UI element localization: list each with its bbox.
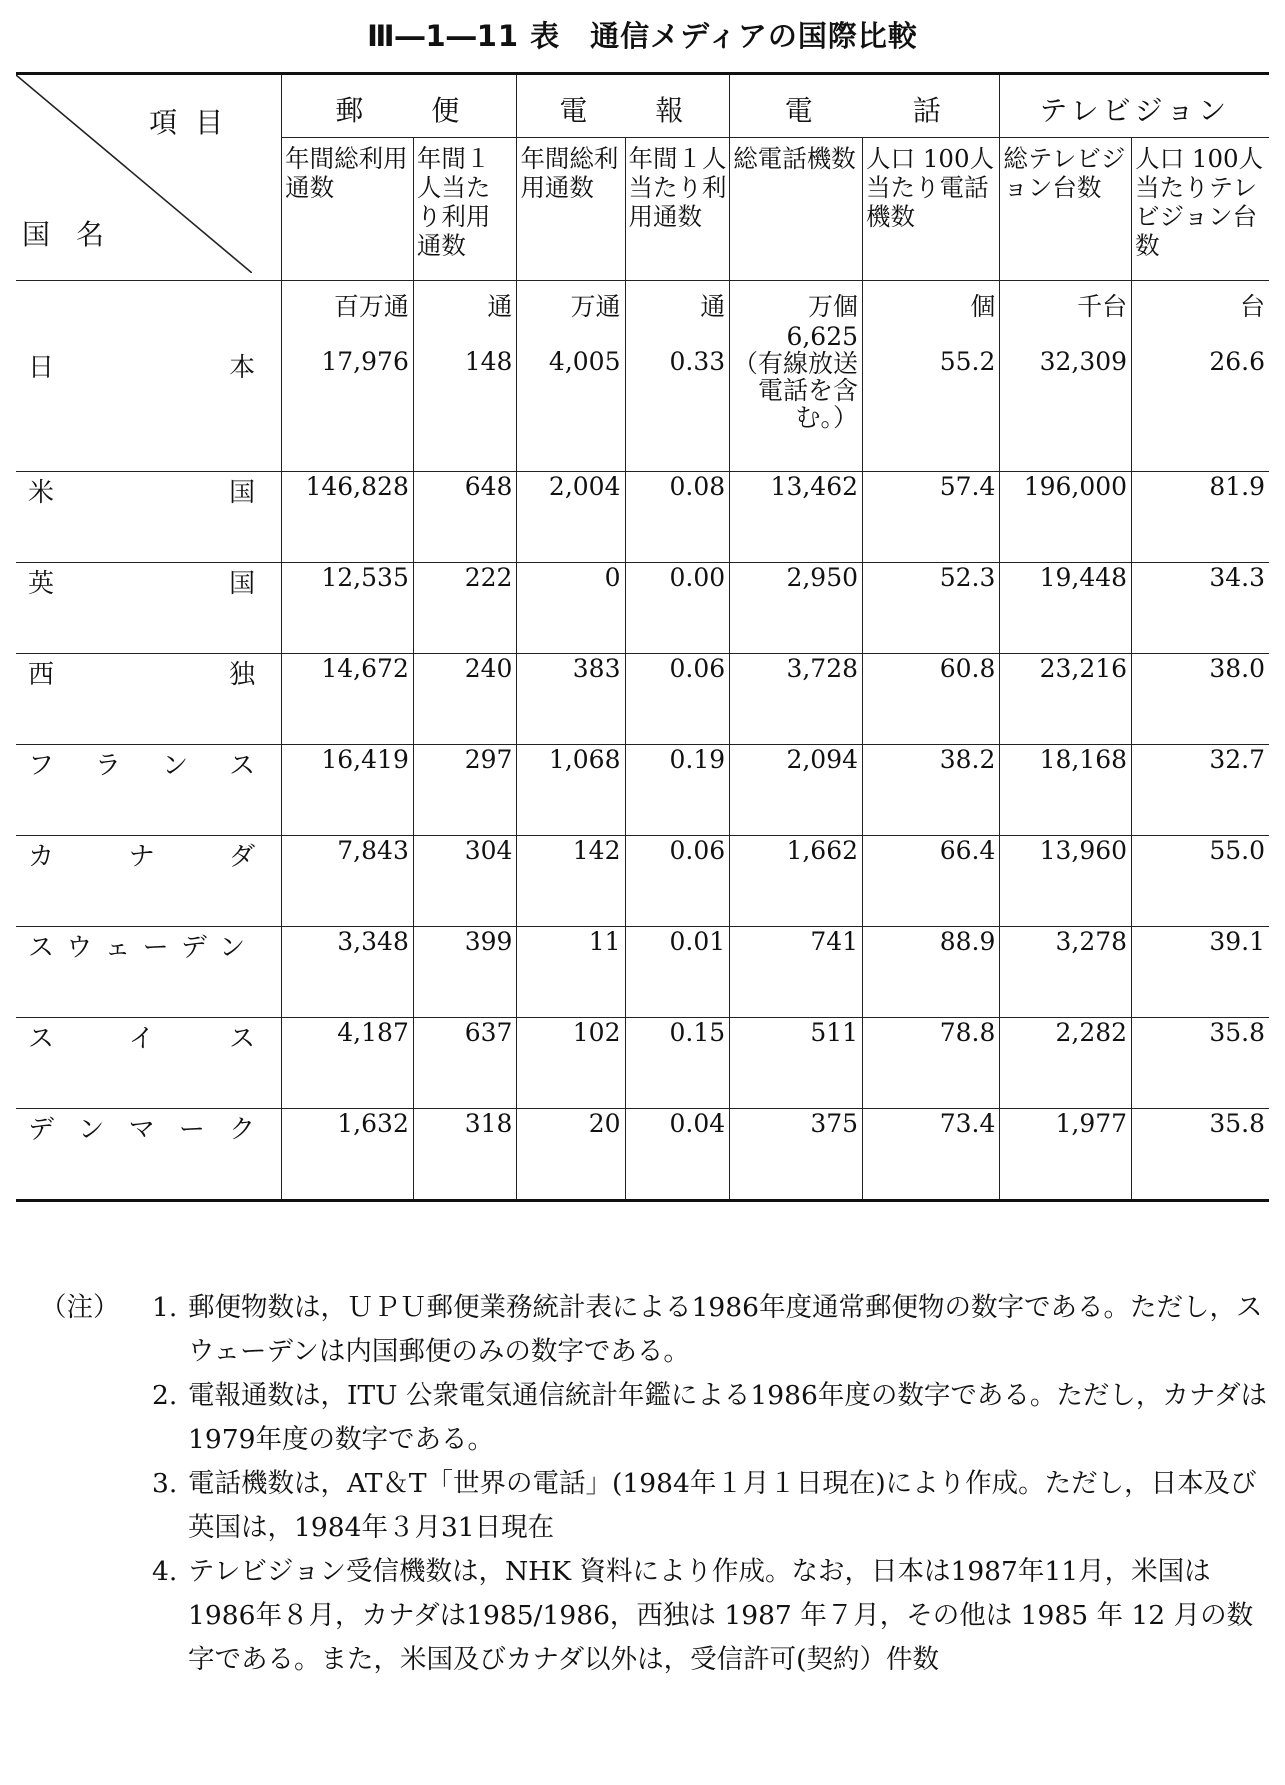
group-header-television: テレビジョン bbox=[1000, 74, 1269, 138]
country-name-cell bbox=[16, 1109, 282, 1201]
data-cell: 297 bbox=[413, 745, 517, 836]
data-cell: 32,309 bbox=[1000, 323, 1132, 472]
data-cell: 1,632 bbox=[282, 1109, 414, 1201]
subheader-telegram-per-capita: 年間１人当たり利用通数 bbox=[625, 138, 730, 281]
data-cell: 0.00 bbox=[625, 563, 730, 654]
group-header-telegram: 電 報 bbox=[517, 74, 730, 138]
table-row bbox=[16, 1018, 1269, 1109]
data-cell: 3,278 bbox=[1000, 927, 1132, 1018]
header-corner-cell bbox=[16, 74, 282, 281]
note-item bbox=[40, 1462, 1270, 1550]
data-cell: 81.9 bbox=[1132, 472, 1269, 563]
data-cell: 511 bbox=[730, 1018, 863, 1109]
note-item bbox=[40, 1286, 1270, 1374]
data-cell: 26.6 bbox=[1132, 323, 1269, 472]
country-name-cell bbox=[16, 836, 282, 927]
country-name-cell bbox=[16, 927, 282, 1018]
data-cell: 2,004 bbox=[517, 472, 625, 563]
country-name: 日 本 bbox=[28, 353, 256, 383]
table-row bbox=[16, 563, 1269, 654]
note-text: 電話機数は，AT＆T「世界の電話」(1984年１月１日現在)により作成。ただし，日本及び英国は，1984年３月31日現在 bbox=[188, 1468, 1257, 1543]
table-row bbox=[16, 927, 1269, 1018]
subheader-phones-total: 総電話機数 bbox=[730, 138, 863, 281]
data-cell: 222 bbox=[413, 563, 517, 654]
data-cell: 146,828 bbox=[282, 472, 414, 563]
notes-section bbox=[40, 1286, 1270, 1682]
data-cell: 383 bbox=[517, 654, 625, 745]
data-cell: 240 bbox=[413, 654, 517, 745]
unit-label: 通 bbox=[625, 281, 730, 324]
note-text: 郵便物数は，ＵＰＵ郵便業務統計表による1986年度通常郵便物の数字である。ただし，スウェーデンは内国郵便のみの数字である。 bbox=[188, 1292, 1263, 1367]
data-cell: 0.01 bbox=[625, 927, 730, 1018]
unit-label: 百万通 bbox=[282, 281, 414, 324]
subheader-tv-total: 総テレビジョン台数 bbox=[1000, 138, 1132, 281]
country-name: 米 国 bbox=[28, 478, 256, 508]
data-cell: 1,068 bbox=[517, 745, 625, 836]
table-row bbox=[16, 836, 1269, 927]
data-cell: 19,448 bbox=[1000, 563, 1132, 654]
country-name-cell bbox=[16, 745, 282, 836]
data-cell: 0.19 bbox=[625, 745, 730, 836]
data-cell: 78.8 bbox=[863, 1018, 1000, 1109]
unit-label: 個 bbox=[863, 281, 1000, 324]
subheader-phones-per-100: 人口 100人当たり電話機数 bbox=[863, 138, 1000, 281]
country-header-label: 国名 bbox=[22, 218, 131, 251]
unit-label: 万通 bbox=[517, 281, 625, 324]
country-name-cell bbox=[16, 1018, 282, 1109]
table-body bbox=[16, 323, 1269, 1201]
country-name: ス イ ス bbox=[28, 1024, 256, 1054]
country-name: カ ナ ダ bbox=[28, 842, 256, 872]
country-name-cell bbox=[16, 654, 282, 745]
data-cell: 3,728 bbox=[730, 654, 863, 745]
data-cell: 57.4 bbox=[863, 472, 1000, 563]
country-name: 英 国 bbox=[28, 569, 256, 599]
table-title: Ⅲ―1―11 表 通信メディアの国際比較 bbox=[367, 19, 918, 53]
subheader-postal-total: 年間総利用通数 bbox=[282, 138, 414, 281]
data-cell: 637 bbox=[413, 1018, 517, 1109]
unit-empty bbox=[16, 281, 282, 324]
data-cell: 0.33 bbox=[625, 323, 730, 472]
data-cell: 35.8 bbox=[1132, 1109, 1269, 1201]
notes-label: （注） bbox=[40, 1292, 120, 1323]
data-cell: 66.4 bbox=[863, 836, 1000, 927]
data-cell: 148 bbox=[413, 323, 517, 472]
data-cell: 88.9 bbox=[863, 927, 1000, 1018]
note-item bbox=[40, 1550, 1270, 1682]
note-number: 2. bbox=[152, 1380, 178, 1411]
item-header-label: 項目 bbox=[149, 106, 242, 139]
data-cell: 196,000 bbox=[1000, 472, 1132, 563]
unit-label: 万個 bbox=[730, 281, 863, 324]
data-cell: 1,977 bbox=[1000, 1109, 1132, 1201]
data-cell: 4,187 bbox=[282, 1018, 414, 1109]
data-cell: 0 bbox=[517, 563, 625, 654]
table-row bbox=[16, 472, 1269, 563]
note-number: 4. bbox=[152, 1556, 178, 1587]
data-cell: 0.06 bbox=[625, 836, 730, 927]
data-cell: 13,960 bbox=[1000, 836, 1132, 927]
data-cell: 0.04 bbox=[625, 1109, 730, 1201]
data-cell: 55.2 bbox=[863, 323, 1000, 472]
data-cell: 17,976 bbox=[282, 323, 414, 472]
data-cell: 52.3 bbox=[863, 563, 1000, 654]
data-cell: 2,094 bbox=[730, 745, 863, 836]
group-header-telephone: 電 話 bbox=[730, 74, 1000, 138]
comparison-table-container bbox=[16, 72, 1269, 1274]
data-cell: 102 bbox=[517, 1018, 625, 1109]
country-name-cell bbox=[16, 472, 282, 563]
subheader-postal-per-capita: 年間１人当たり利用通数 bbox=[413, 138, 517, 281]
data-cell: 12,535 bbox=[282, 563, 414, 654]
data-cell: 32.7 bbox=[1132, 745, 1269, 836]
group-header-postal: 郵 便 bbox=[282, 74, 517, 138]
data-cell: 4,005 bbox=[517, 323, 625, 472]
unit-label: 通 bbox=[413, 281, 517, 324]
data-cell: 34.3 bbox=[1132, 563, 1269, 654]
data-cell: 14,672 bbox=[282, 654, 414, 745]
note-item bbox=[40, 1374, 1270, 1462]
data-cell: 38.0 bbox=[1132, 654, 1269, 745]
data-cell: 1,662 bbox=[730, 836, 863, 927]
note-text: テレビジョン受信機数は，NHK 資料により作成。なお，日本は1987年11月，米国は1986年８月，カナダは1985/1986，西独は 1987 年７月，その他は 1985 年 12 月の数字である。また，米国及びカナダ以外は，受信許可(契約）件数 bbox=[188, 1556, 1254, 1675]
data-cell: 13,462 bbox=[730, 472, 863, 563]
data-cell: 6,625 （有線放送電話を含む。） bbox=[730, 323, 863, 472]
table-row bbox=[16, 654, 1269, 745]
data-cell: 16,419 bbox=[282, 745, 414, 836]
data-cell: 318 bbox=[413, 1109, 517, 1201]
data-cell: 399 bbox=[413, 927, 517, 1018]
unit-label: 千台 bbox=[1000, 281, 1132, 324]
data-cell: 73.4 bbox=[863, 1109, 1000, 1201]
data-cell: 2,950 bbox=[730, 563, 863, 654]
data-cell: 375 bbox=[730, 1109, 863, 1201]
note-number: 3. bbox=[152, 1468, 178, 1499]
note-text: 電報通数は，ITU 公衆電気通信統計年鑑による1986年度の数字である。ただし，カナダは1979年度の数字である。 bbox=[188, 1380, 1268, 1455]
note-number: 1. bbox=[152, 1292, 178, 1323]
country-name: フ ラ ン ス bbox=[28, 751, 256, 781]
country-name: デ ン マ ー ク bbox=[28, 1115, 256, 1145]
data-cell: 142 bbox=[517, 836, 625, 927]
data-cell: 11 bbox=[517, 927, 625, 1018]
data-cell: 23,216 bbox=[1000, 654, 1132, 745]
data-cell: 38.2 bbox=[863, 745, 1000, 836]
data-cell: 18,168 bbox=[1000, 745, 1132, 836]
data-cell: 55.0 bbox=[1132, 836, 1269, 927]
table-row bbox=[16, 745, 1269, 836]
country-name-cell bbox=[16, 323, 282, 472]
comparison-table bbox=[16, 72, 1269, 1202]
data-cell: 20 bbox=[517, 1109, 625, 1201]
data-cell: 741 bbox=[730, 927, 863, 1018]
data-cell: 35.8 bbox=[1132, 1018, 1269, 1109]
data-cell: 304 bbox=[413, 836, 517, 927]
country-name: ス ウ ェ ー デ ン bbox=[28, 933, 246, 963]
subheader-tv-per-100: 人口 100人当たりテレビジョン台数 bbox=[1132, 138, 1269, 281]
data-cell: 0.15 bbox=[625, 1018, 730, 1109]
data-cell: 39.1 bbox=[1132, 927, 1269, 1018]
country-name: 西 独 bbox=[28, 660, 256, 690]
data-cell: 3,348 bbox=[282, 927, 414, 1018]
data-cell: 0.08 bbox=[625, 472, 730, 563]
table-row bbox=[16, 1109, 1269, 1201]
unit-label: 台 bbox=[1132, 281, 1269, 324]
data-cell: 648 bbox=[413, 472, 517, 563]
subheader-telegram-total: 年間総利用通数 bbox=[517, 138, 625, 281]
data-cell: 60.8 bbox=[863, 654, 1000, 745]
table-row bbox=[16, 323, 1269, 472]
data-cell: 7,843 bbox=[282, 836, 414, 927]
country-name-cell bbox=[16, 563, 282, 654]
data-cell: 0.06 bbox=[625, 654, 730, 745]
data-cell: 2,282 bbox=[1000, 1018, 1132, 1109]
